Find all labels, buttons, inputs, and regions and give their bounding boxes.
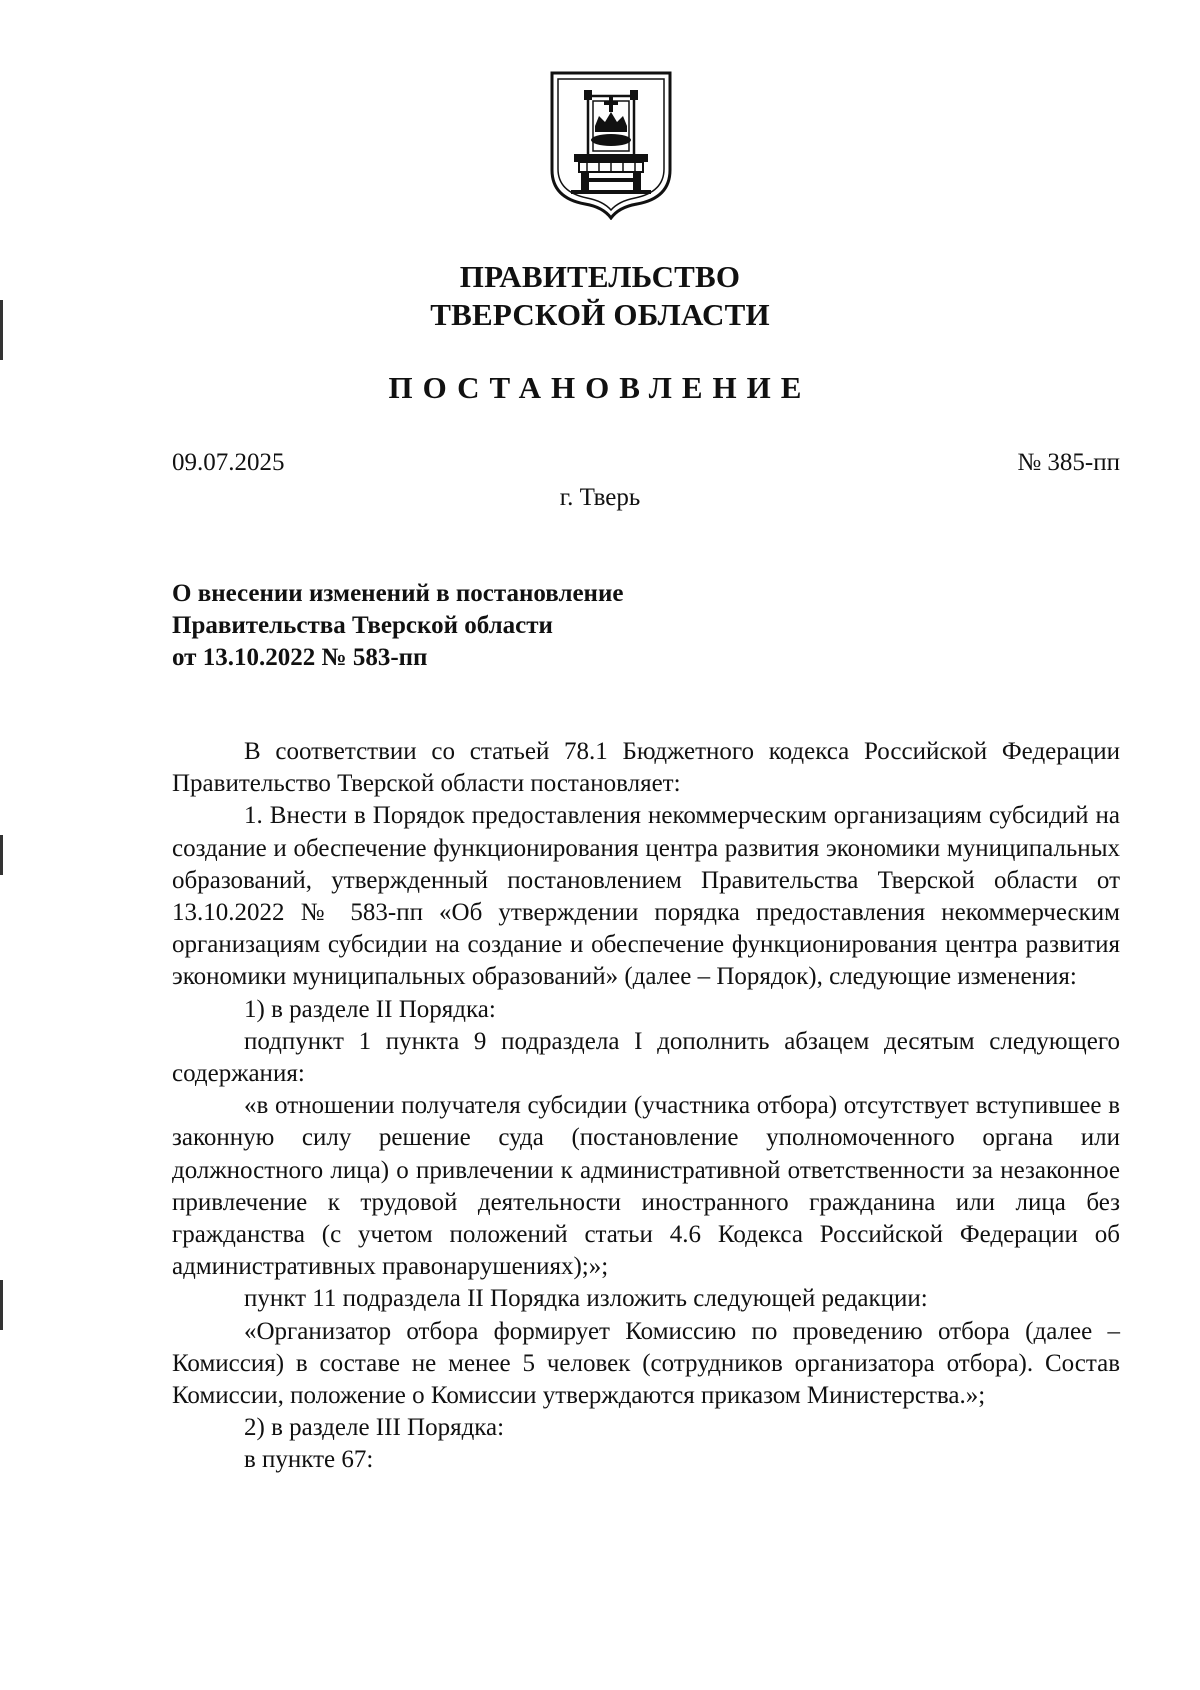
government-title-line1: ПРАВИТЕЛЬСТВО	[459, 259, 741, 294]
scan-edge-mark	[0, 835, 3, 875]
body-paragraph: пункт 11 подраздела II Порядка изложить следующей редакции:	[244, 1285, 928, 1313]
body-paragraph: 2) в разделе III Порядка:	[244, 1414, 505, 1442]
subject-line: Правительства Тверской области	[172, 612, 553, 639]
body-paragraph: 1) в разделе II Порядка:	[244, 995, 496, 1023]
body-paragraph: в пункте 67:	[244, 1446, 374, 1474]
subject-line: О внесении изменений в постановление	[172, 580, 624, 607]
document-subject	[172, 578, 623, 674]
subject-line: от 13.10.2022 № 583-пп	[172, 644, 428, 671]
document-date: 09.07.2025	[172, 449, 285, 476]
document-number: № 385-пп	[1017, 449, 1120, 476]
scan-edge-mark	[0, 1280, 3, 1330]
document-type-title: ПОСТАНОВЛЕНИЕ	[388, 370, 812, 405]
body-paragraph: В соответствии со статьей 78.1 Бюджетного кодекса Российской Федерации Правительство Тверской области постановляет:	[172, 738, 1120, 798]
body-paragraph: 1. Внести в Порядок предоставления некоммерческим организациям субсидий на создание и обеспечение функционирования центра развития экономики муниципальных образований, утвержденный постановлением Правительства Тверской области от 13.10.2022 № 583-пп «Об утверждении порядка предоставления некоммерческим организациям субсидии на создание и обеспечение функционирования центра развития экономики муниципальных образований» (далее – Порядок), следующие изменения:	[172, 802, 1120, 991]
tver-coat-of-arms-icon	[549, 70, 673, 220]
document-body	[172, 736, 1120, 1477]
government-title-line2: ТВЕРСКОЙ ОБЛАСТИ	[430, 297, 770, 332]
body-paragraph: подпункт 1 пункта 9 подраздела I дополнить абзацем десятым следующего содержания:	[172, 1027, 1120, 1088]
body-paragraph: «Организатор отбора формирует Комиссию по проведению отбора (далее – Комиссия) в составе не менее 5 человек (сотрудников организатора отбора). Состав Комиссии, положение о Комиссии утверждаются приказом Министерства.»;	[172, 1317, 1120, 1410]
body-paragraph: «в отношении получателя субсидии (участника отбора) отсутствует вступившее в законную силу решение суда (постановление уполномоченного органа или должностного лица) о привлечении к административной ответственности за незаконное привлечение к трудовой деятельности иностранного гражданина или лица без гражданства (с учетом положений статьи 4.6 Кодекса Российской Федерации об административных правонарушениях);»;	[172, 1092, 1120, 1281]
document-city: г. Тверь	[559, 484, 641, 511]
